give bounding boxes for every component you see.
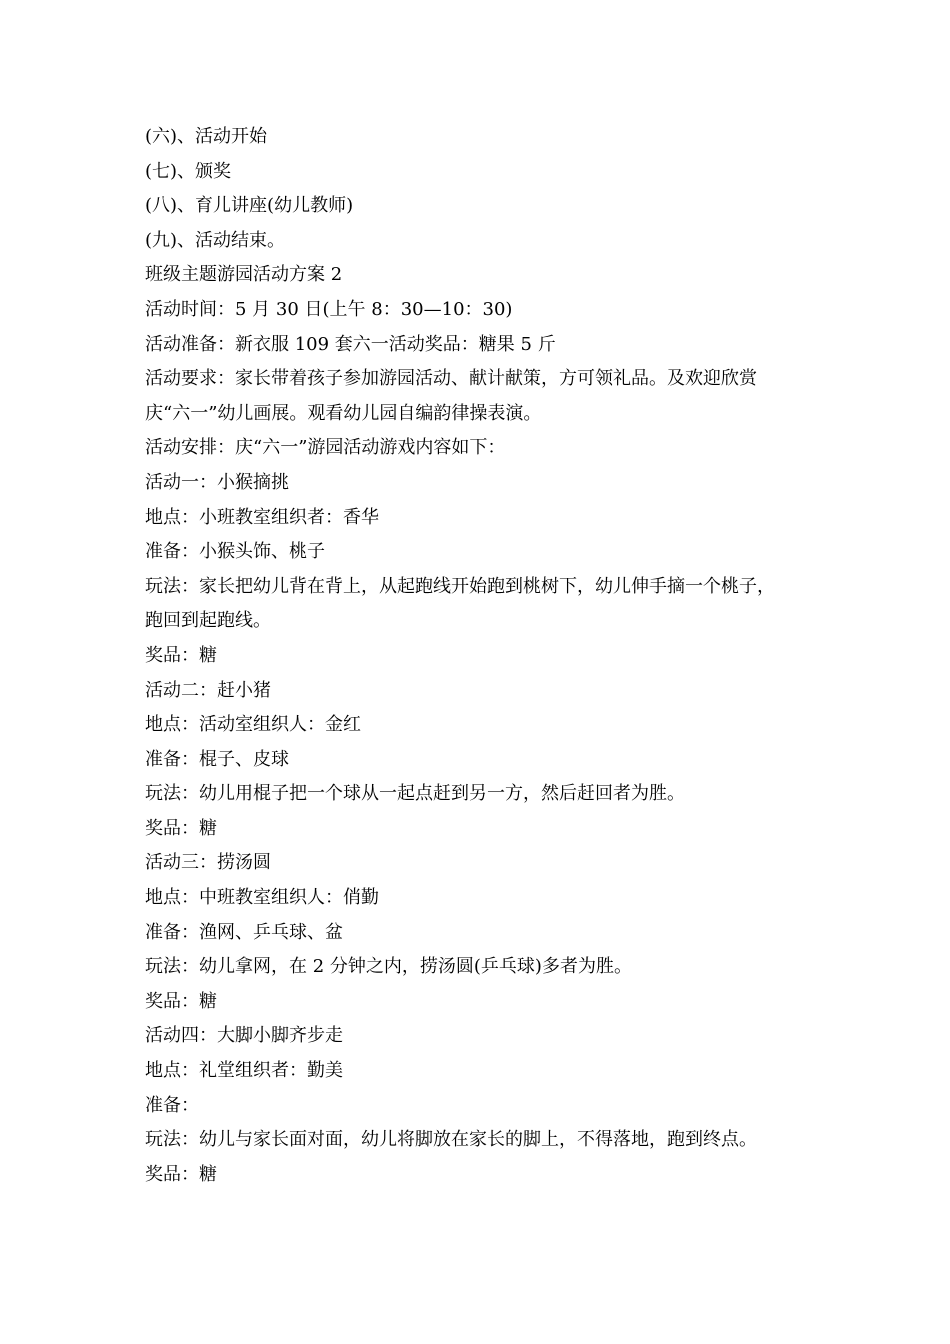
text-line: 奖品：糖 xyxy=(145,644,217,666)
text-line: 玩法：幼儿与家长面对面，幼儿将脚放在家长的脚上，不得落地，跑到终点。 xyxy=(145,1129,757,1151)
text-line: 地点：礼堂组织者：勤美 xyxy=(145,1060,343,1082)
text-line: 准备：小猴头饰、桃子 xyxy=(145,541,325,563)
text-line: 准备： xyxy=(145,1094,199,1116)
activity-heading: 活动四：大脚小脚齐步走 xyxy=(145,1025,343,1047)
text-line: 活动准备：新衣服 109 套六一活动奖品：糖果 5 斤 xyxy=(145,333,556,355)
activity-heading: 活动三：捞汤圆 xyxy=(145,852,271,874)
text-line: (八)、育儿讲座(幼儿教师) xyxy=(145,195,354,217)
text-line: 奖品：糖 xyxy=(145,990,217,1012)
text-line: 地点：小班教室组织者：香华 xyxy=(145,506,379,528)
text-line: 活动要求：家长带着孩子参加游园活动、献计献策，方可领礼品。及欢迎欣赏 xyxy=(145,368,757,390)
text-line: 地点：中班教室组织人：俏勤 xyxy=(145,887,379,909)
text-line: 庆“六一”幼儿画展。观看幼儿园自编韵律操表演。 xyxy=(145,402,542,424)
activity-heading: 活动二：赶小猪 xyxy=(145,679,271,701)
text-line: 玩法：幼儿用棍子把一个球从一起点赶到另一方，然后赶回者为胜。 xyxy=(145,783,685,805)
text-line: (九)、活动结束。 xyxy=(145,229,286,251)
text-line: 准备：渔网、乒乓球、盆 xyxy=(145,921,343,943)
text-line: 准备：棍子、皮球 xyxy=(145,748,289,770)
text-line: 跑回到起跑线。 xyxy=(145,610,271,632)
text-line: 活动时间：5 月 30 日(上午 8：30—10：30) xyxy=(145,298,513,320)
text-line: (七)、颁奖 xyxy=(145,160,232,182)
text-line: 地点：活动室组织人：金红 xyxy=(145,714,361,736)
activity-heading: 活动一：小猴摘挑 xyxy=(145,471,289,493)
text-line: 奖品：糖 xyxy=(145,1163,217,1185)
text-line: 玩法：幼儿拿网，在 2 分钟之内，捞汤圆(乒乓球)多者为胜。 xyxy=(145,956,632,978)
text-line: (六)、活动开始 xyxy=(145,126,268,147)
document-body xyxy=(145,120,825,1192)
section-title: 班级主题游园活动方案 2 xyxy=(145,264,343,286)
text-line: 玩法：家长把幼儿背在背上，从起跑线开始跑到桃树下，幼儿伸手摘一个桃子， xyxy=(145,575,775,597)
text-line: 活动安排：庆“六一”游园活动游戏内容如下： xyxy=(145,437,506,459)
text-line: 奖品：糖 xyxy=(145,817,217,839)
